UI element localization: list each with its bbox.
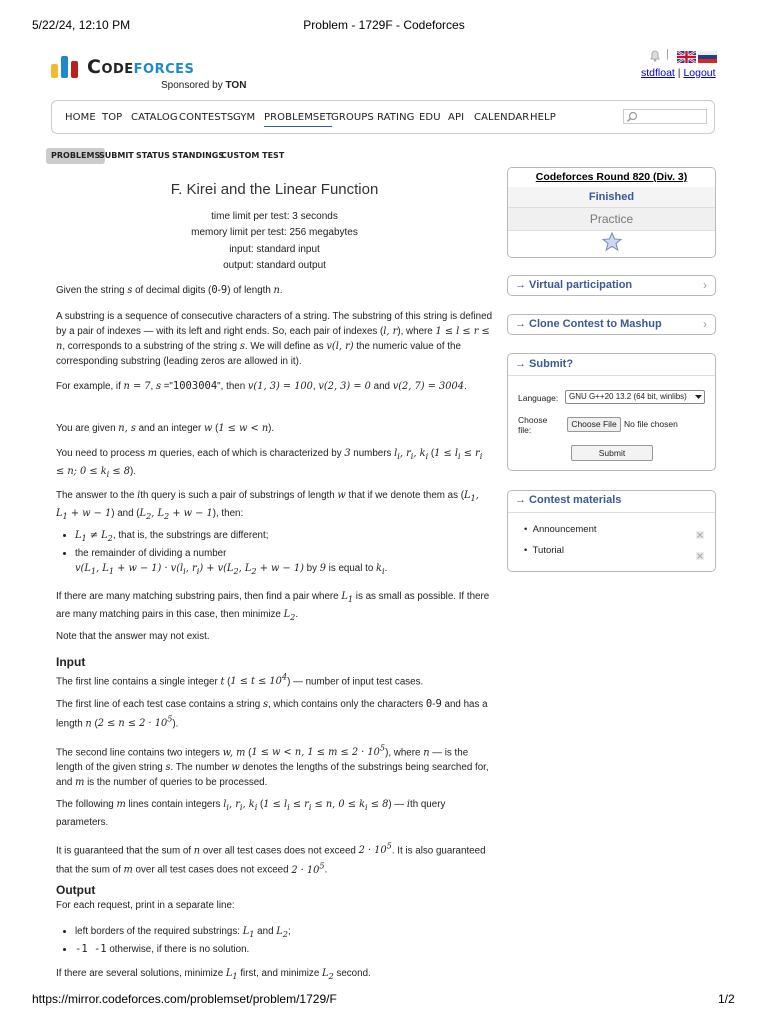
contest-materials-title: → Contest materials bbox=[515, 494, 622, 506]
choose-file-button[interactable]: Choose File bbox=[567, 417, 621, 432]
time-limit: time limit per test: 3 seconds bbox=[211, 211, 338, 222]
contest-round-link[interactable]: Codeforces Round 820 (Div. 3) bbox=[535, 171, 688, 183]
output-section: Output For each request, print in a separate line: bbox=[56, 883, 493, 913]
nav-gym[interactable]: GYM bbox=[233, 112, 256, 123]
output-spec: output: standard output bbox=[223, 259, 326, 271]
main-nav bbox=[51, 100, 715, 134]
logo-forces: forces bbox=[133, 56, 195, 78]
subnav-standings[interactable]: STANDINGS bbox=[172, 151, 225, 160]
remove-icon[interactable] bbox=[696, 547, 704, 555]
search-icon bbox=[626, 111, 638, 123]
language-select[interactable] bbox=[565, 390, 705, 404]
clone-contest-link[interactable]: → Clone Contest to Mashup bbox=[515, 318, 662, 330]
sponsored-prefix: Sponsored by bbox=[161, 80, 226, 91]
nav-calendar[interactable]: CALENDAR bbox=[474, 112, 530, 123]
nav-edu[interactable]: EDU bbox=[419, 112, 441, 123]
logo-code: Code bbox=[87, 56, 134, 78]
contest-round-box bbox=[507, 167, 716, 258]
input-spec: input: standard input bbox=[229, 243, 320, 255]
notification-bell-icon[interactable] bbox=[648, 49, 662, 62]
input-heading: Input bbox=[56, 655, 86, 669]
contest-materials-box bbox=[507, 490, 716, 572]
material-tutorial[interactable]: Tutorial bbox=[532, 545, 564, 556]
input-paragraph: The following m lines contain integers $l_i$, $r_i$, $k_i$ ($1 \le l_i \le r_i \le n$, $0 \le k_i \le 8$) — ith query parameters. bbox=[56, 799, 446, 828]
clone-contest-box[interactable] bbox=[507, 314, 716, 335]
print-page-title: Problem - 1729F - Codeforces bbox=[303, 18, 465, 32]
nav-catalog[interactable]: CATALOG bbox=[131, 112, 178, 123]
problem-title: F. Kirei and the Linear Function bbox=[170, 181, 379, 198]
nav-home[interactable]: HOME bbox=[65, 112, 96, 123]
statement-paragraph: For example, if n = 7, s ="1003004", then v(1, 3) = 100, v(2, 3) = 0 and v(2, 7) = 3004. bbox=[56, 380, 467, 392]
statement-paragraph: You need to process m queries, each of which is characterized by 3 numbers $l_i$, $r_i$, $k_i$ ($1 \le l_i \le r_i \le n$; $0 \le k_i \le 8$). bbox=[56, 448, 483, 479]
problemset-subnav bbox=[51, 148, 351, 164]
no-file-chosen-text: No file chosen bbox=[624, 419, 678, 429]
practice-link[interactable]: Practice bbox=[508, 208, 715, 231]
nav-problemset[interactable]: PROBLEMSET bbox=[264, 112, 332, 127]
subnav-custom-test[interactable]: CUSTOM TEST bbox=[221, 151, 285, 160]
language-label: Language: bbox=[518, 393, 559, 403]
output-paragraph: If there are several solutions, minimize $L_1$ first, and minimize $L_2$ second. bbox=[56, 968, 371, 981]
contest-status: Finished bbox=[508, 187, 715, 208]
subnav-problems[interactable]: PROBLEMS bbox=[46, 148, 105, 164]
input-section: Input The first line contains a single integer t $(1 \le t \le 10^4)$ — number of input test cases. bbox=[56, 655, 493, 689]
nav-groups[interactable]: GROUPS bbox=[331, 112, 374, 123]
statement-paragraph: A substring is a sequence of consecutive characters of a string. The substring of this string is defined by a pair of indexes — with its left and right ends. So, each pair of indexes (l, r), where 1 ≤ l ≤ r ≤ n, corresponds to a substring of the string s. We will define as v(l, r) the numeric value of the corresponding substring (leading zeros are allowed in it). bbox=[56, 311, 493, 367]
problem-limits bbox=[56, 209, 493, 274]
nav-help[interactable]: HELP bbox=[530, 112, 556, 123]
statement-paragraph: Note that the answer may not exist. bbox=[56, 631, 210, 642]
chevron-right-icon: › bbox=[703, 317, 707, 331]
submit-button[interactable]: Submit bbox=[571, 445, 653, 461]
problem-statement: Given the string s of decimal digits (0-9) of length n. bbox=[56, 284, 283, 296]
user-link-separator: | bbox=[677, 67, 681, 79]
output-heading: Output bbox=[56, 883, 96, 897]
input-paragraph: The first line of each test case contains a string s, which contains only the characters 0-9 and has a length n $(2 \le n \le 2 \cdot 10^5)$. bbox=[56, 698, 488, 730]
nav-api[interactable]: API bbox=[448, 112, 465, 123]
virtual-participation-link[interactable]: → Virtual participation bbox=[515, 279, 633, 291]
english-flag-icon[interactable] bbox=[677, 50, 696, 62]
chevron-right-icon: › bbox=[703, 278, 707, 292]
favourite-star-icon[interactable] bbox=[602, 232, 622, 251]
submit-box bbox=[507, 353, 716, 471]
print-page-number: 1/2 bbox=[718, 992, 735, 1006]
dropdown-arrow-icon bbox=[695, 394, 702, 400]
sponsored-line bbox=[161, 80, 246, 91]
logout-link[interactable]: Logout bbox=[683, 67, 716, 79]
nav-rating[interactable]: RATING bbox=[377, 112, 415, 123]
nav-top[interactable]: TOP bbox=[102, 112, 123, 123]
nav-contests[interactable]: CONTESTS bbox=[179, 112, 234, 123]
search-input[interactable] bbox=[623, 109, 707, 124]
file-label: Choose file: bbox=[518, 415, 548, 435]
output-list: • left borders of the required substrings: $L_1$ and $L_2$; • -1 -1 otherwise, if there is no solution. bbox=[56, 924, 493, 957]
print-datetime: 5/22/24, 12:10 PM bbox=[32, 18, 131, 32]
logo-bar-red bbox=[71, 61, 78, 78]
remove-icon[interactable] bbox=[696, 526, 704, 534]
submit-box-title: → Submit? bbox=[515, 358, 574, 370]
input-paragraph: The second line contains two integers w, m (1 ≤ w < n, $1 \le m \le 2 \cdot 10^5$), where n — is the length of the given string s. The number w denotes the lengths of the substrings being searched for, and m is the number of queries to be processed. bbox=[56, 743, 489, 789]
statement-paragraph: The answer to the ith query is such a pair of substrings of length w that if we denote them as ($L_1$, $L_1 + w - 1$) and ($L_2$, $L_2 + w - 1$), then: bbox=[56, 490, 479, 521]
virtual-participation-box[interactable] bbox=[507, 275, 716, 296]
logo-wordmark bbox=[87, 56, 194, 78]
sponsor-name: TON bbox=[225, 80, 247, 91]
material-item[interactable]: • Tutorial bbox=[524, 545, 564, 556]
subnav-status[interactable]: STATUS bbox=[136, 151, 170, 160]
statement-paragraph: If there are many matching substring pairs, then find a pair where $L_1$ is as small as possible. If there are many matching pairs in this case, then minimize $L_2$. bbox=[56, 591, 490, 622]
language-select-value: GNU G++20 13.2 (64 bit, winlibs) bbox=[569, 392, 687, 401]
username-link[interactable]: stdfloat bbox=[641, 67, 675, 79]
material-item[interactable]: • Announcement bbox=[524, 524, 597, 535]
material-announcement[interactable]: Announcement bbox=[532, 524, 597, 535]
logo-bar-blue bbox=[61, 56, 68, 78]
input-paragraph: It is guaranteed that the sum of n over all test cases does not exceed $2 \cdot 10^5$. It is also guaranteed that the sum of m over all test cases does not exceed $2 \cdot 10^5$. bbox=[56, 841, 486, 876]
memory-limit: memory limit per test: 256 megabytes bbox=[191, 227, 358, 239]
statement-paragraph: You are given n, s and an integer w (1 ≤ w < n). bbox=[56, 423, 275, 434]
print-url: https://mirror.codeforces.com/problemset/problem/1729/F bbox=[32, 992, 337, 1006]
statement-conditions: • $L_1 \ne L_2$, that is, the substrings are different; • the remainder of dividing a number $v(L_1$, $L_1 + w - 1) \cdot v(l_i$, $r_i) + v(L_2$, $L_2 + w - 1$) by 9 is equal to $k_i$. bbox=[56, 528, 493, 579]
russian-flag-icon[interactable] bbox=[698, 50, 717, 62]
subnav-submit[interactable]: SUBMIT bbox=[99, 151, 134, 160]
logo-bar-yellow bbox=[51, 64, 58, 78]
